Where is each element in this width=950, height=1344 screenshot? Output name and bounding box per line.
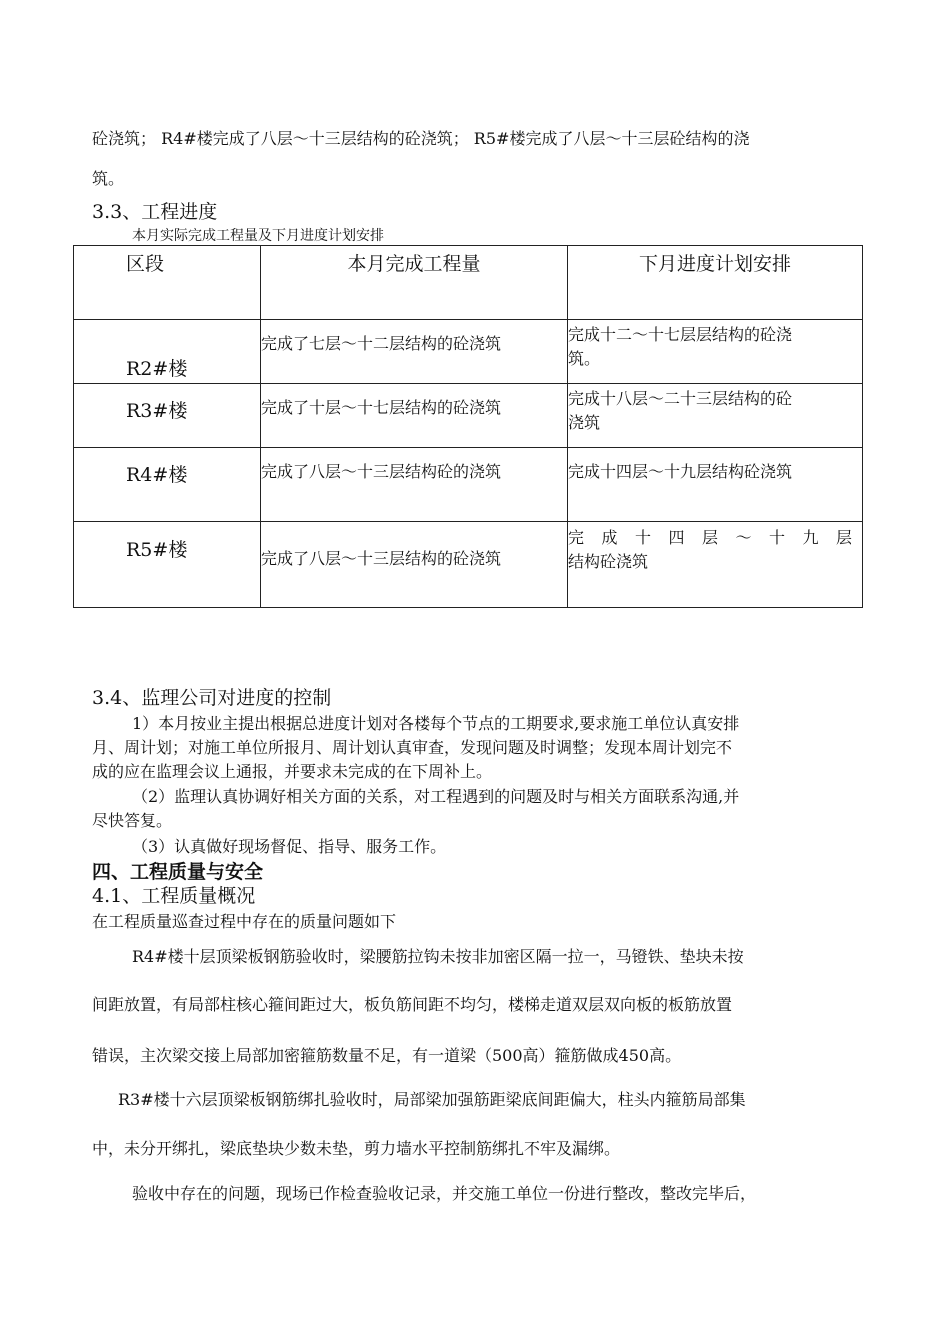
quality-issue-1-line-3: 错误，主次梁交接上局部加密箍筋数量不足，有一道梁（500高）箍筋做成450高。 xyxy=(92,1046,682,1065)
intro-line-2: 筑。 xyxy=(92,169,125,188)
table-row xyxy=(74,522,863,608)
plan-line-1: 完成十八层～二十三层结构的砼 xyxy=(568,389,793,408)
plan-line-2: 浇筑 xyxy=(568,413,601,432)
header-plan: 下月进度计划安排 xyxy=(568,246,863,320)
section-4-1-title: 4.1、工程质量概况 xyxy=(92,885,256,907)
header-done: 本月完成工程量 xyxy=(261,246,568,320)
table-row xyxy=(74,320,863,384)
table-caption: 本月实际完成工程量及下月进度计划安排 xyxy=(132,228,384,244)
plan-line-1: 完成十二～十七层层结构的砼浇 xyxy=(568,325,793,344)
section-3-4-p3: （3）认真做好现场督促、指导、服务工作。 xyxy=(132,837,447,856)
quality-issue-1-line-1: R4#楼十层顶梁板钢筋验收时，梁腰筋拉钩未按非加密区隔一拉一，马镫铁、垫块未按 xyxy=(132,947,744,966)
table-header-row xyxy=(74,246,863,320)
table-row xyxy=(74,448,863,522)
zone-cell: R3#楼 xyxy=(74,384,261,448)
progress-table xyxy=(73,245,863,608)
done-cell: 完成了八层～十三层结构砼的浇筑 xyxy=(261,448,568,522)
rectification-line-1: 验收中存在的问题，现场已作检查验收记录，并交施工单位一份进行整改，整改完毕后， xyxy=(132,1184,757,1203)
table-row xyxy=(74,384,863,448)
plan-cell xyxy=(568,522,863,608)
section-3-4-p2-line-2: 尽快答复。 xyxy=(92,811,173,830)
quality-issue-1-line-2: 间距放置，有局部柱核心箍间距过大，板负筋间距不均匀，楼梯走道双层双向板的板筋放置 xyxy=(92,995,733,1014)
done-cell: 完成了七层～十二层结构的砼浇筑 xyxy=(261,320,568,384)
plan-line-1: 完 成 十 四 层 ～ 十 九 层 xyxy=(568,528,852,547)
plan-line-2: 结构砼浇筑 xyxy=(568,552,649,571)
plan-cell: 完成十四层～十九层结构砼浇筑 xyxy=(568,448,863,522)
plan-cell xyxy=(568,384,863,448)
section-3-4-p2-line-1: （2）监理认真协调好相关方面的关系，对工程遇到的问题及时与相关方面联系沟通,并 xyxy=(132,787,740,806)
done-cell: 完成了十层～十七层结构的砼浇筑 xyxy=(261,384,568,448)
zone-cell: R4#楼 xyxy=(74,448,261,522)
zone-cell: R5#楼 xyxy=(74,522,261,608)
plan-line-2: 筑。 xyxy=(568,349,601,368)
header-zone: 区段 xyxy=(74,246,261,320)
section-3-3-title: 3.3、工程进度 xyxy=(92,201,218,223)
section-4-1-lead: 在工程质量巡查过程中存在的质量问题如下 xyxy=(92,912,397,931)
quality-issue-2-line-1: R3#楼十六层顶梁板钢筋绑扎验收时，局部梁加强筋距梁底间距偏大，柱头内箍筋局部集 xyxy=(118,1090,746,1109)
zone-cell: R2#楼 xyxy=(74,320,261,384)
done-cell: 完成了八层～十三层结构的砼浇筑 xyxy=(261,522,568,608)
intro-line-1: 砼浇筑； R4#楼完成了八层～十三层结构的砼浇筑； R5#楼完成了八层～十三层砼结构的浇 xyxy=(92,129,750,148)
section-3-4-p1-line-2: 月、周计划；对施工单位所报月、周计划认真审查，发现问题及时调整；发现本周计划完不 xyxy=(92,738,733,757)
section-4-title: 四、工程质量与安全 xyxy=(92,861,264,883)
quality-issue-2-line-2: 中，未分开绑扎，梁底垫块少数未垫，剪力墙水平控制筋绑扎不牢及漏绑。 xyxy=(92,1139,621,1158)
plan-cell xyxy=(568,320,863,384)
section-3-4-title: 3.4、监理公司对进度的控制 xyxy=(92,687,332,709)
section-3-4-p1-line-3: 成的应在监理会议上通报，并要求未完成的在下周补上。 xyxy=(92,762,493,781)
section-3-4-p1-line-1: 1）本月按业主提出根据总进度计划对各楼每个节点的工期要求,要求施工单位认真安排 xyxy=(132,714,740,733)
